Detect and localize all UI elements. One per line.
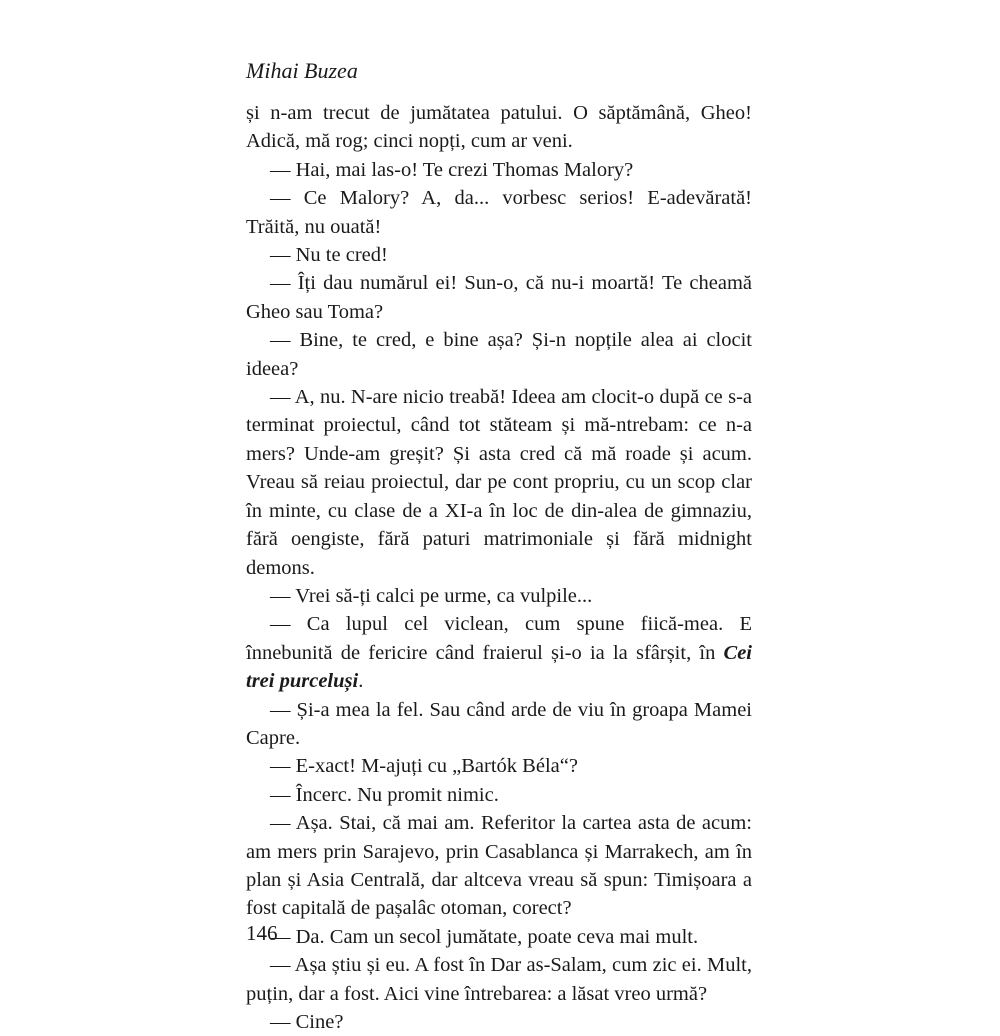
paragraph-text: — Ca lupul cel viclean, cum spune fiică-mea. E înnebunită de fericire când fraierul și-o ia la sfârșit, în — [246, 613, 752, 664]
paragraph — [246, 241, 752, 269]
paragraph-text: — Încerc. Nu promit nimic. — [270, 783, 499, 806]
book-title-emphasis: Cei trei purceluși — [246, 641, 752, 693]
paragraph-text: — Vrei să-ți calci pe urme, ca vulpile... — [270, 584, 593, 607]
paragraph-text: — Ce Malory? A, da... vorbesc serios! E-adevărată! Trăită, nu ouată! — [246, 187, 752, 238]
paragraph — [246, 781, 752, 809]
page-number: 146 — [246, 921, 278, 945]
paragraph-text: — Nu te cred! — [270, 244, 388, 267]
paragraph — [246, 1008, 752, 1036]
paragraph — [246, 156, 752, 184]
paragraph — [246, 184, 752, 241]
paragraph — [246, 269, 752, 326]
running-head-author: Mihai Buzea — [246, 58, 358, 83]
paragraph-text: și n-am trecut de jumătatea patului. O săptămână, Gheo! Adică, mă rog; cinci nopți, cum ar veni. — [246, 102, 752, 153]
paragraph-text: — Hai, mai las-o! Te crezi Thomas Malory? — [270, 158, 634, 181]
paragraph-text: — Bine, te cred, e bine așa? Și-n nopțile alea ai clocit ideea? — [246, 329, 752, 380]
paragraph-text: — Și-a mea la fel. Sau când arde de viu în groapa Mamei Capre. — [246, 698, 752, 749]
paragraph-text: — Da. Cam un secol jumătate, poate ceva mai mult. — [270, 925, 699, 948]
paragraph — [246, 809, 752, 923]
paragraph — [246, 326, 752, 383]
paragraph — [246, 99, 752, 156]
paragraph-text: — Așa. Stai, că mai am. Referitor la cartea asta de acum: am mers prin Sarajevo, prin Casablanca și Marrakech, am în plan și Asia Centrală, dar altceva vreau să spun: Timișoara a fost capitală de pașalâc otoman, corect? — [246, 812, 752, 920]
paragraph-text: . — [358, 670, 364, 693]
paragraph-text: — Așa știu și eu. A fost în Dar as-Salam, cum zic ei. Mult, puțin, dar a fost. Aici vine întrebarea: a lăsat vreo urmă? — [246, 954, 752, 1005]
paragraph-text: — E-xact! M-ajuți cu „Bartók Béla“? — [270, 755, 578, 778]
paragraph-text: — Îți dau numărul ei! Sun-o, că nu-i moartă! Te cheamă Gheo sau Toma? — [246, 272, 752, 323]
paragraph — [246, 610, 752, 695]
paragraph — [246, 752, 752, 780]
paragraph — [246, 951, 752, 1008]
paragraph — [246, 696, 752, 753]
paragraph — [246, 923, 752, 951]
body-text — [246, 99, 752, 1036]
paragraph-text: — A, nu. N-are nicio treabă! Ideea am clocit-o după ce s-a terminat proiectul, când tot stăteam și mă-ntrebam: ce n-a mers? Unde-am greșit? Și asta cred că mă roade și acum. Vreau să reiau proiectul, dar pe cont propriu, cu un scop clar în minte, cu clase de a XI-a în loc de din-alea de gimnaziu, fără oengiste, fără paturi matrimoniale și fără midnight demons. — [246, 386, 752, 579]
paragraph-text: — Cine? — [270, 1011, 344, 1033]
paragraph — [246, 582, 752, 610]
paragraph — [246, 383, 752, 582]
